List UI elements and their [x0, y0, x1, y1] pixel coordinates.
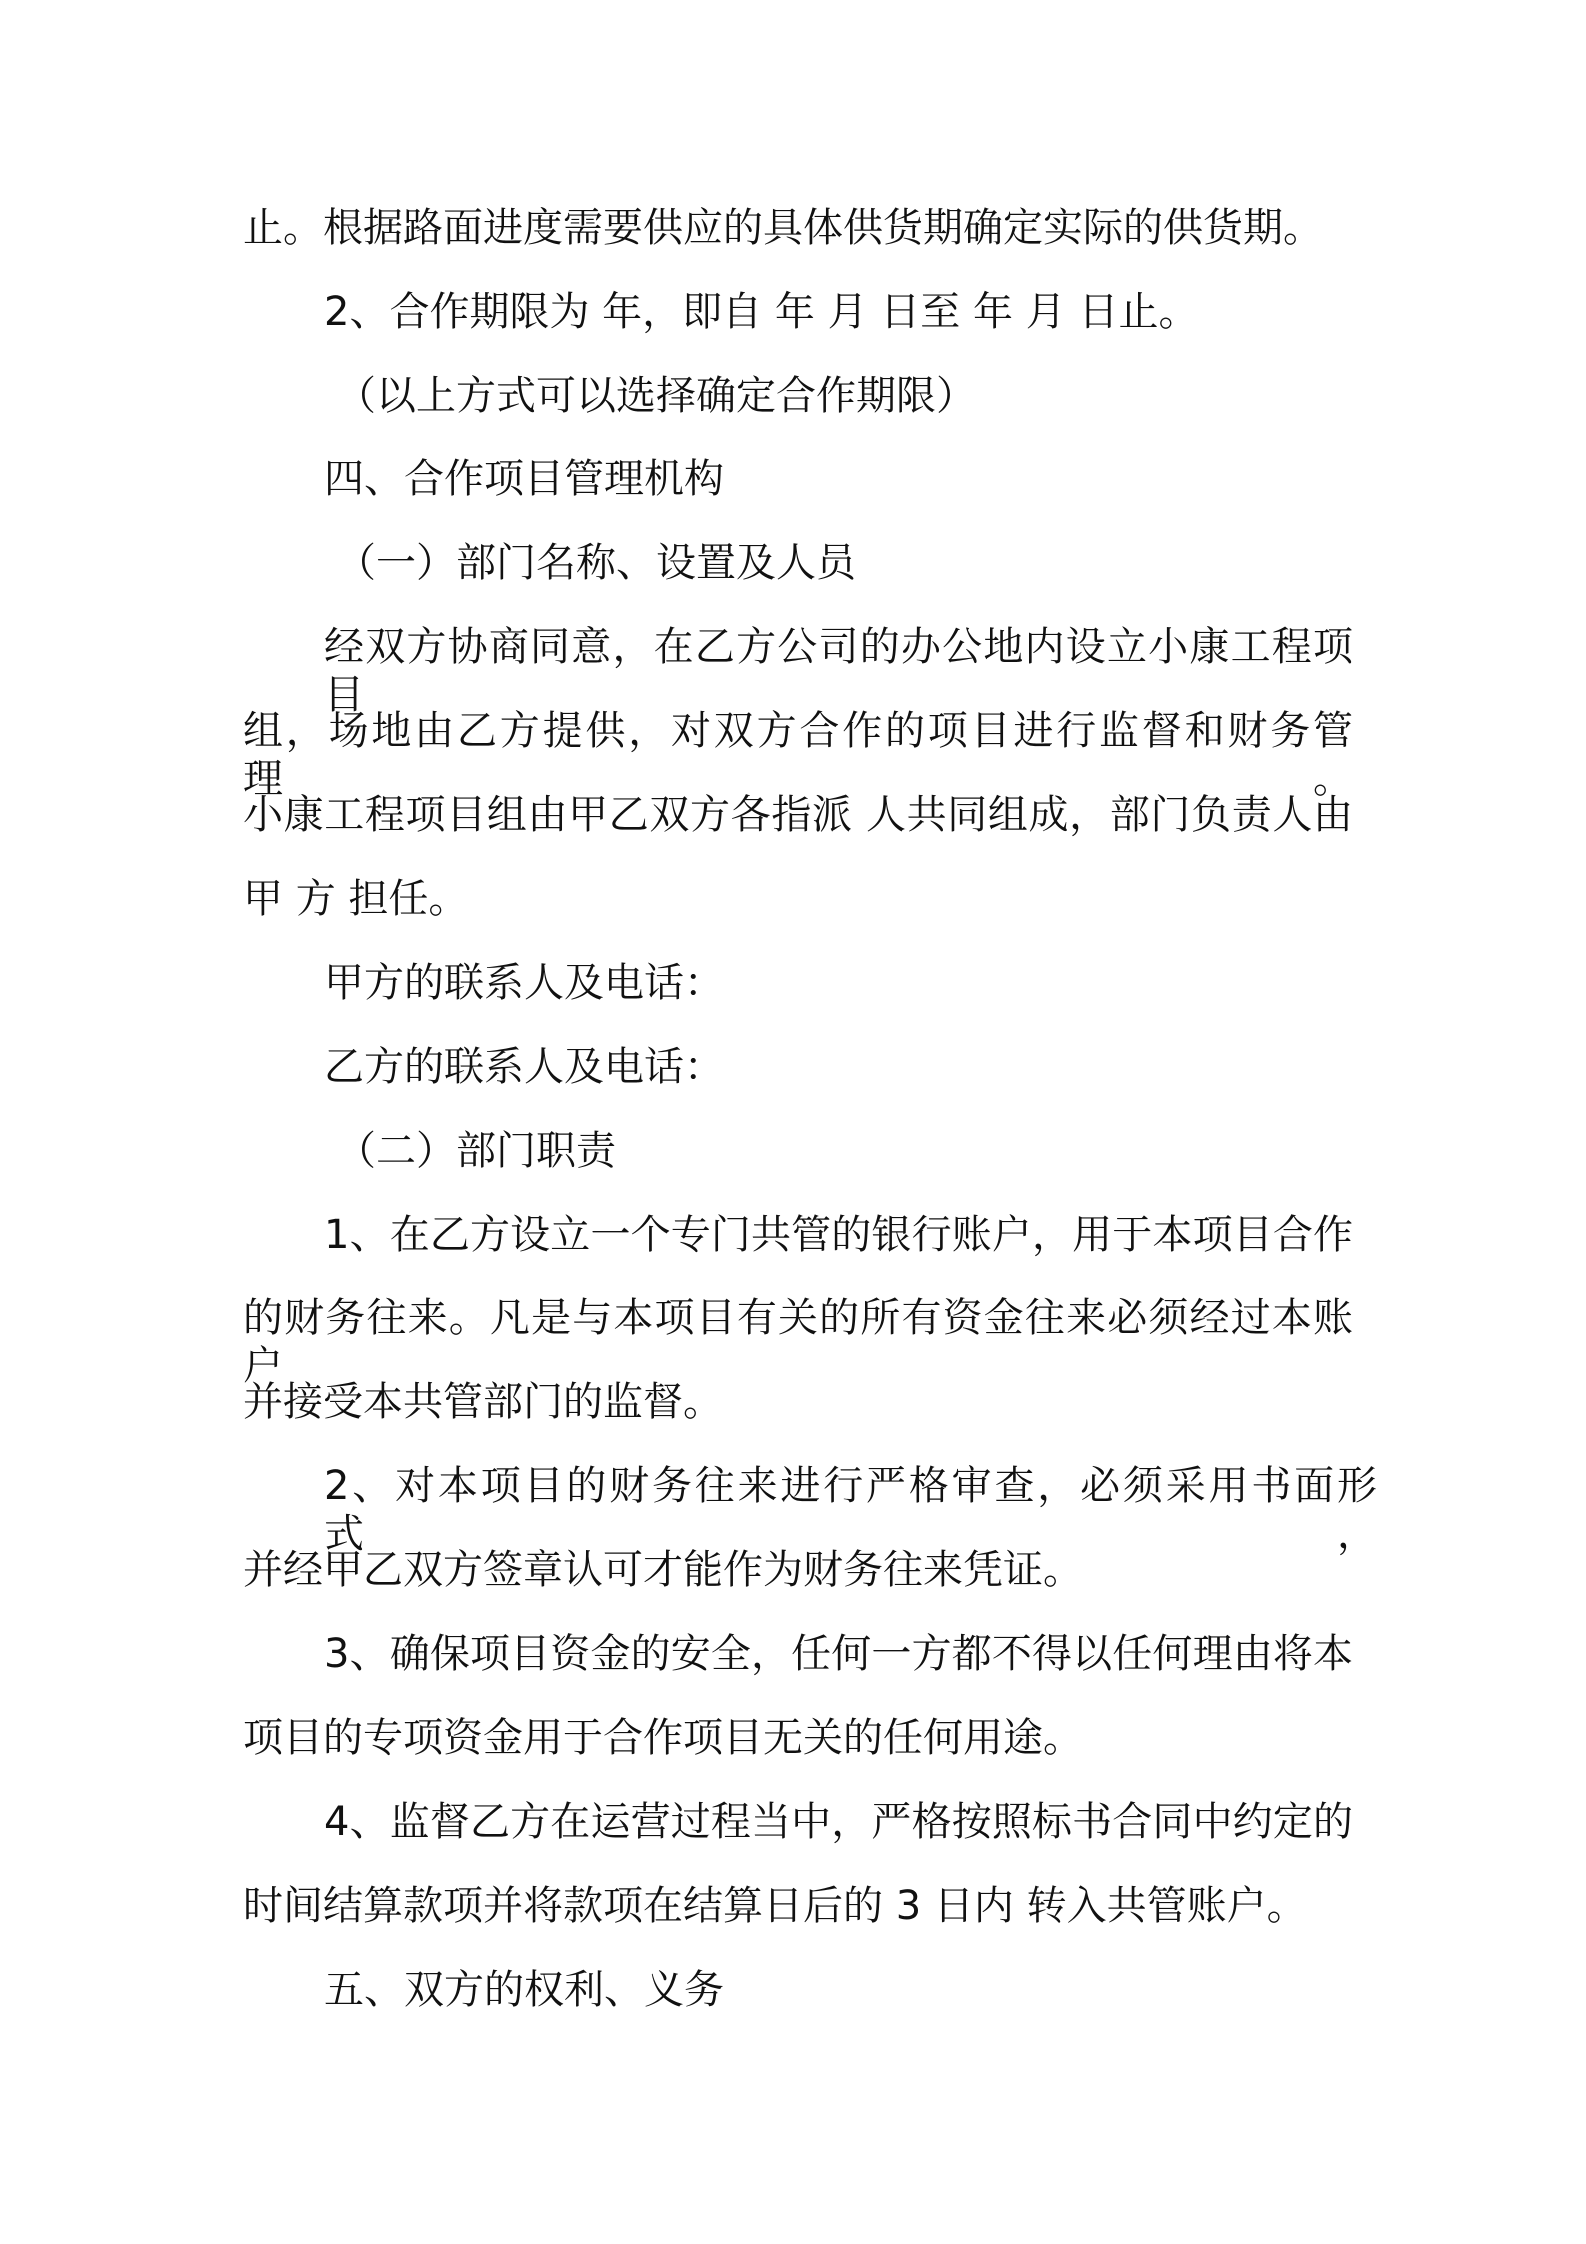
section-heading: 四、合作项目管理机构 [324, 456, 724, 502]
text-line: 甲方的联系人及电话： [324, 960, 724, 1006]
text-line: 2、合作期限为 年，即自 年 月 日至 年 月 日止。 [324, 289, 1199, 335]
text-line: 并接受本共管部门的监督。 [243, 1379, 723, 1425]
subsection-heading: （一）部门名称、设置及人员 [336, 540, 856, 586]
text-line: 时间结算款项并将款项在结算日后的 3 日内 转入共管账户。 [243, 1883, 1307, 1929]
text-line: 项目的专项资金用于合作项目无关的任何用途。 [243, 1715, 1083, 1761]
text-line: 经双方协商同意，在乙方公司的办公地内设立小康工程项目 [324, 624, 1353, 718]
text-line: 4、监督乙方在运营过程当中，严格按照标书合同中约定的 [324, 1799, 1353, 1845]
text-line: （以上方式可以选择确定合作期限） [336, 373, 976, 419]
section-heading: 五、双方的权利、义务 [324, 1967, 724, 2013]
text-line: 止。根据路面进度需要供应的具体供货期确定实际的供货期。 [243, 205, 1323, 251]
subsection-heading: （二）部门职责 [336, 1128, 616, 1174]
text-line: 小康工程项目组由甲乙双方各指派 人共同组成，部门负责人由 [243, 792, 1353, 838]
text-line: 3、确保项目资金的安全，任何一方都不得以任何理由将本 [324, 1631, 1353, 1677]
text-line: 甲 方 担任。 [243, 876, 469, 922]
text-line: 1、在乙方设立一个专门共管的银行账户，用于本项目合作 [324, 1212, 1353, 1258]
text-line: 乙方的联系人及电话： [324, 1044, 724, 1090]
text-line: 2、对本项目的财务往来进行严格审查，必须采用书面形式， [324, 1463, 1377, 1557]
text-line: 的财务往来。凡是与本项目有关的所有资金往来必须经过本账户 [243, 1295, 1353, 1389]
text-line: 并经甲乙双方签章认可才能作为财务往来凭证。 [243, 1547, 1083, 1593]
text-line: 组，场地由乙方提供，对双方合作的项目进行监督和财务管理。 [243, 708, 1353, 802]
